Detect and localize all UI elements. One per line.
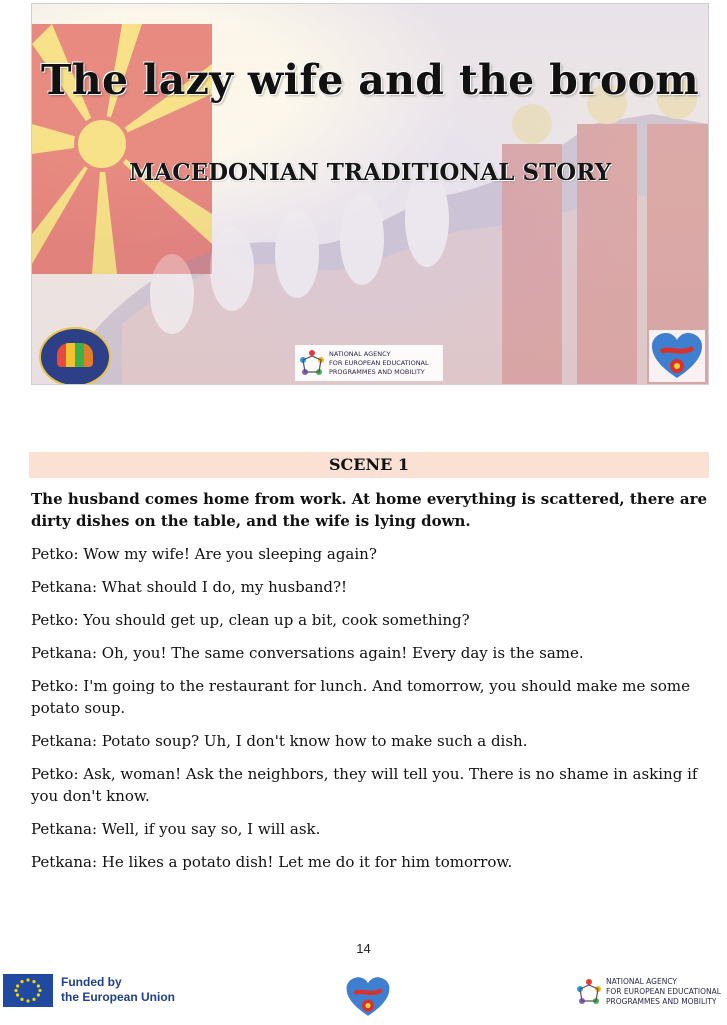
scene-content: [31, 488, 711, 884]
scene-heading: SCENE 1: [29, 452, 709, 478]
agency-mark-icon: [295, 348, 329, 378]
dialogue-line: Petko: Ask, woman! Ask the neighbors, they will tell you. There is no shame in asking if you don't know.: [31, 765, 698, 805]
dialogue-line: Petkana: He likes a potato dish! Let me do it for him tomorrow.: [31, 853, 513, 871]
page-number: 14: [356, 941, 371, 956]
dialogue-line: Petkana: What should I do, my husband?!: [31, 578, 348, 596]
agency-text-footer: NATIONAL AGENCY FOR EUROPEAN EDUCATIONAL PROGRAMMES AND MOBILITY: [606, 977, 721, 1006]
heart-icon: [649, 330, 705, 382]
dialogue-line: Petkana: Potato soup? Uh, I don't know how to make such a dish.: [31, 732, 528, 750]
funded-by-eu-text: Funded by the European Union: [61, 975, 175, 1004]
project-heart-logo-footer: [344, 973, 392, 1021]
dialogue-line: Petko: You should get up, clean up a bit, cook something?: [31, 611, 470, 629]
heart-icon: [344, 973, 392, 1021]
agency-text-banner: NATIONAL AGENCY FOR EUROPEAN EDUCATIONAL PROGRAMMES AND MOBILITY: [329, 349, 429, 376]
dialogue-line: Petko: I'm going to the restaurant for lunch. And tomorrow, you should make me some potato soup.: [31, 677, 691, 717]
agency-logo-banner: [295, 345, 443, 381]
agency-mark-icon: [572, 977, 606, 1007]
eu-flag-icon: [3, 974, 53, 1007]
school-logo: [39, 327, 111, 385]
banner-subtitle: MACEDONIAN TRADITIONAL STORY: [128, 159, 612, 186]
scene-intro: The husband comes home from work. At home everything is scattered, there are dirty dishes on the table, and the wife is lying down.: [31, 490, 708, 530]
dialogue-line: Petkana: Well, if you say so, I will ask.: [31, 820, 321, 838]
agency-logo-footer: [572, 975, 726, 1009]
project-heart-logo-banner: [649, 330, 705, 382]
cover-banner: [31, 3, 709, 385]
dialogue-line: Petko: Wow my wife! Are you sleeping again?: [31, 545, 377, 563]
banner-title: The lazy wife and the broom: [41, 56, 699, 104]
dialogue-line: Petkana: Oh, you! The same conversations again! Every day is the same.: [31, 644, 584, 662]
